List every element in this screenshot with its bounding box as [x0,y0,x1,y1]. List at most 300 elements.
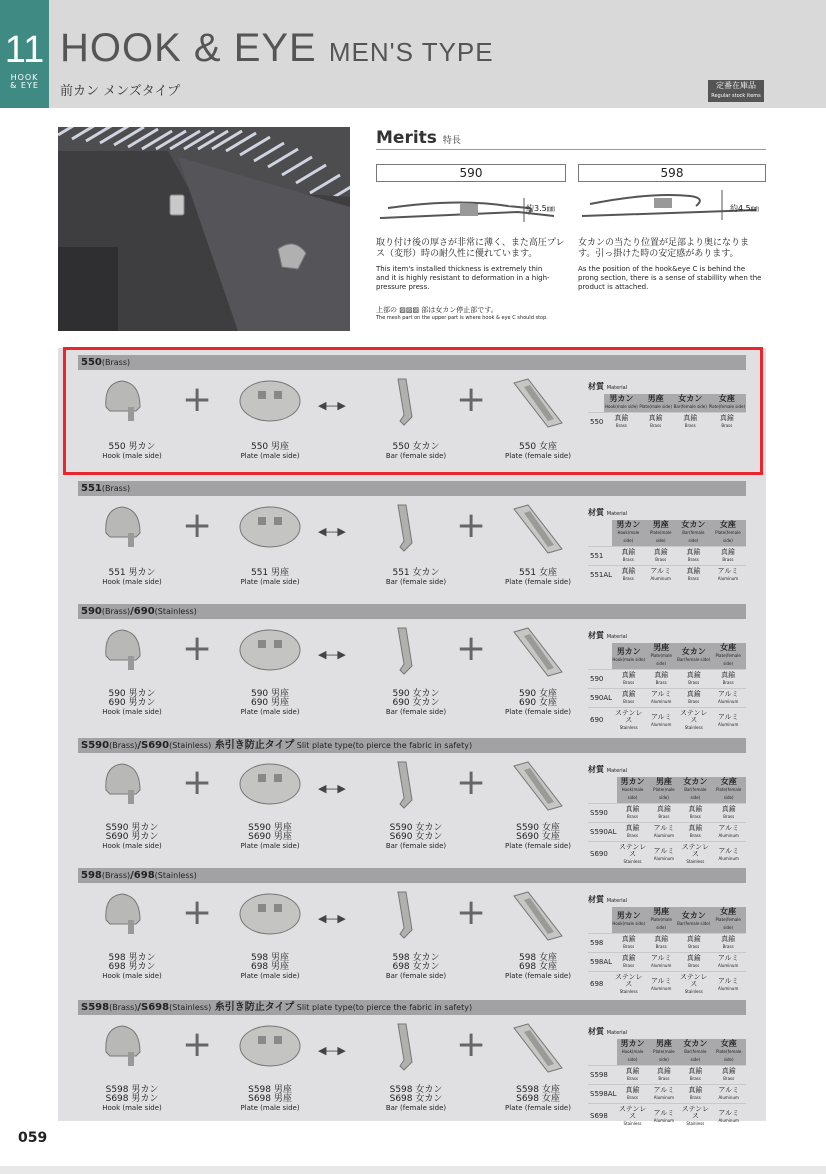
plus-icon: + [182,762,213,803]
part-name-en: Plate (male side) [240,578,300,586]
plate-label [220,1086,320,1113]
section-title-part: (Brass) [101,358,131,367]
plus-icon: + [456,1024,487,1065]
material-code: 551 [588,547,612,566]
section-title-part: (Stainless) [169,1003,212,1012]
material-col-header: 男カン Hook(male side) [612,643,645,670]
bar-label [366,824,466,851]
material-code: 598 [588,934,612,953]
material-cell: ステンレス Stainless [677,972,710,998]
material-row [588,972,746,998]
plus-icon: + [182,379,213,420]
material-col-header: 女座 Plate(female side) [708,394,746,413]
hook-label [82,954,182,981]
part-name: 550 男座 [250,442,290,452]
part-name: S590 男座 [248,823,292,833]
material-table [588,507,746,584]
section-title [78,604,746,619]
bar-label [366,954,466,981]
material-col-header: 女カン Bar(female side) [673,394,708,413]
material-cell: 真鍮 Brass [679,804,711,823]
section-title-part: (Brass) [101,607,131,616]
part-name: 690 男カン [108,698,156,708]
plate-part-icon [238,1022,302,1076]
page-title: HOOK & EYE MEN'S TYPE [60,26,494,70]
hook-part-icon [100,1022,164,1076]
section-title-part: (Brass) [101,871,131,880]
material-cell: アルミ Aluminum [710,689,746,708]
plate-part-icon [238,626,302,680]
section-title [78,481,746,496]
fplate-label [488,824,588,851]
material-code: S590AL [588,823,617,842]
material-table [588,1026,746,1129]
material-table [588,894,746,997]
part-name: S598 女カン [389,1085,443,1095]
material-row [588,1085,746,1104]
material-cell: アルミ Aluminum [649,842,680,868]
section-title-part: S590 [81,740,110,751]
part-name-en: Hook (male side) [102,972,162,980]
hook-label [82,1086,182,1113]
section-title-part: /690 [130,606,155,617]
section-title-part: Slit plate type(to pierce the fabric in safety) [294,1003,473,1012]
plate-part-icon [238,890,302,944]
part-name-en: Bar (female side) [385,452,447,460]
material-code: S590 [588,804,617,823]
material-col-header: 女座 Plate(female side) [710,643,746,670]
material-col-header: 男座 Plate(male side) [639,394,673,413]
part-name: 690 女カン [392,698,440,708]
material-cell: 真鍮 Brass [673,413,708,432]
hook-part-icon [100,626,164,680]
material-code: 590AL [588,689,612,708]
material-col-header: 女カン Bar(female side) [679,777,711,804]
material-cell: アルミ Aluminum [711,1104,746,1130]
part-name: 698 女カン [392,962,440,972]
chapter-number: 11 [4,29,45,71]
connect-arrow-icon: ◀----▶ [318,525,345,538]
material-cell: ステンレス Stainless [617,842,649,868]
part-name: 551 男座 [250,568,290,578]
merit-590-jp: 取り付け後の厚さが非常に薄く、また高圧プレス（変形）時の耐久性に優れています。 [376,238,565,259]
material-code: S598AL [588,1085,617,1104]
fplate-label [488,569,588,587]
part-name: S690 女座 [516,832,560,842]
part-name-en: Hook (male side) [102,842,162,850]
plus-icon: + [182,1024,213,1065]
section-title-part: /S690 [137,740,170,751]
stock-badge: 定番在庫品 Regular stock items [708,80,764,102]
section-title-part: 598 [81,870,102,881]
page-number: 059 [18,1130,48,1146]
material-cell: 真鍮 Brass [649,1066,680,1085]
merit-598-jp: 女カンの当たり位置が足部より奥になります。引っ掛けた時の安定感があります。 [578,238,750,259]
hook-part-icon [100,890,164,944]
material-cell: アルミ Aluminum [645,689,677,708]
material-cell: 真鍮 Brass [677,689,710,708]
plus-icon: + [456,892,487,933]
material-cell: ステンレス Stainless [677,708,710,734]
bar-part-icon [384,626,448,680]
section-title-part: (Brass) [109,1003,138,1012]
material-cell: 真鍮 Brass [710,934,746,953]
material-cell: 真鍮 Brass [679,823,711,842]
part-name: S698 男座 [248,1094,292,1104]
section-title-part: (Stainless) [154,607,197,616]
material-cell: アルミ Aluminum [710,972,746,998]
part-name-en: Plate (male side) [240,972,300,980]
material-row [588,804,746,823]
material-cell: 真鍮 Brass [604,413,638,432]
fplate-part-icon [506,1022,570,1076]
material-cell: 真鍮 Brass [710,547,746,566]
material-row [588,842,746,868]
part-name: 590 女カン [392,689,440,699]
section-title-part: /698 [130,870,155,881]
material-caption: 材質 Material [588,382,628,391]
material-cell: アルミ Aluminum [649,1085,680,1104]
part-name: S598 男座 [248,1085,292,1095]
hook-part-icon [100,760,164,814]
section-title [78,868,746,883]
part-name: S698 女座 [516,1094,560,1104]
part-name: 598 男カン [108,953,156,963]
plate-label [220,690,320,717]
plus-icon: + [456,628,487,669]
part-name: 551 男カン [108,568,156,578]
material-cell: アルミ Aluminum [645,566,677,585]
material-row [588,670,746,689]
bar-part-icon [384,760,448,814]
material-cell: ステンレス Stainless [612,708,645,734]
part-name-en: Bar (female side) [385,1104,447,1112]
material-caption: 材質 Material [588,508,628,517]
material-cell: 真鍮 Brass [679,1066,711,1085]
material-row [588,1066,746,1085]
page-bottom-strip [0,1166,826,1174]
material-code: 550 [588,413,604,432]
fplate-label [488,954,588,981]
material-cell: 真鍮 Brass [612,953,645,972]
part-name: 551 女カン [392,568,440,578]
part-name-en: Plate (male side) [240,708,300,716]
chapter-sub1: HOOK [10,73,39,82]
part-name: S690 男カン [105,832,159,842]
page-header [0,0,826,108]
material-col-header: 女座 Plate(female side) [710,907,746,934]
material-cell: ステンレス Stainless [679,1104,711,1130]
part-name-en: Plate (female side) [505,578,571,586]
material-code: S698 [588,1104,617,1130]
part-name: S690 女カン [389,832,443,842]
part-name: 550 女座 [518,442,558,452]
part-name: S590 男カン [105,823,159,833]
material-caption: 材質 Material [588,631,628,640]
plate-part-icon [238,760,302,814]
material-cell: 真鍮 Brass [612,934,645,953]
merit-598-en: As the position of the hook&eye C is behind the prong section, there is a sense of stabillity when the product is attached. [578,265,762,291]
material-cell: 真鍮 Brass [677,547,710,566]
part-name: 551 女座 [518,568,558,578]
material-row [588,547,746,566]
part-name-en: Hook (male side) [102,452,162,460]
material-code: 698 [588,972,612,998]
material-col-header: 男カン Hook(male side) [617,777,649,804]
hook-part-icon [100,503,164,557]
material-cell: 真鍮 Brass [617,804,649,823]
part-name: S590 女座 [516,823,560,833]
part-name: 690 男座 [250,698,290,708]
bar-part-icon [384,1022,448,1076]
material-row [588,823,746,842]
part-name: 690 女座 [518,698,558,708]
part-name: 698 女座 [518,962,558,972]
chapter-tab [0,0,49,108]
plus-icon: + [182,892,213,933]
material-cell: 真鍮 Brass [710,670,746,689]
section-title-part: (Brass) [101,484,131,493]
material-cell: 真鍮 Brass [677,670,710,689]
material-cell: 真鍮 Brass [679,1085,711,1104]
part-name-en: Hook (male side) [102,708,162,716]
section-title-part: (Brass) [109,741,138,750]
material-col-header: 男カン Hook(male side) [617,1039,649,1066]
material-row [588,566,746,585]
part-name-en: Plate (male side) [240,1104,300,1112]
part-name: 698 男座 [250,962,290,972]
plus-icon: + [456,762,487,803]
material-cell: 真鍮 Brass [645,547,677,566]
part-name-en: Bar (female side) [385,578,447,586]
page-subtitle: MEN'S TYPE [328,37,494,67]
plate-label [220,954,320,981]
material-col-header: 女カン Bar(female side) [677,643,710,670]
material-table [588,630,746,733]
material-cell: 真鍮 Brass [612,689,645,708]
part-name: S590 女カン [389,823,443,833]
part-name: S598 男カン [105,1085,159,1095]
part-name-en: Plate (female side) [505,1104,571,1112]
material-cell: 真鍮 Brass [711,804,746,823]
material-cell: 真鍮 Brass [708,413,746,432]
plus-icon: + [456,505,487,546]
material-cell: アルミ Aluminum [645,708,677,734]
plate-label [220,824,320,851]
material-cell: 真鍮 Brass [677,953,710,972]
material-col-header: 男座 Plate(male side) [645,907,677,934]
material-cell: 真鍮 Brass [645,934,677,953]
material-cell: 真鍮 Brass [612,547,645,566]
material-cell: 真鍮 Brass [677,566,710,585]
material-code: S690 [588,842,617,868]
bar-part-icon [384,890,448,944]
material-code: S598 [588,1066,617,1085]
material-col-header: 男座 Plate(male side) [645,643,677,670]
part-name-en: Plate (male side) [240,842,300,850]
part-name-en: Bar (female side) [385,708,447,716]
part-name: 598 男座 [250,953,290,963]
connect-arrow-icon: ◀----▶ [318,782,345,795]
part-name-en: Hook (male side) [102,578,162,586]
fplate-part-icon [506,760,570,814]
part-name-en: Bar (female side) [385,972,447,980]
bar-label [366,569,466,587]
part-name-en: Plate (male side) [240,452,300,460]
highlight-box [63,347,763,475]
material-row [588,689,746,708]
part-name: 698 男カン [108,962,156,972]
fplate-label [488,690,588,717]
part-name-en: Plate (female side) [505,452,571,460]
material-code: 598AL [588,953,612,972]
material-cell: アルミ Aluminum [710,708,746,734]
bar-label [366,1086,466,1113]
material-caption: 材質 Material [588,895,628,904]
fplate-part-icon [506,503,570,557]
material-code: 551AL [588,566,612,585]
part-name: 550 女カン [392,442,440,452]
material-code: 590 [588,670,612,689]
section-title-part: /S698 [137,1002,170,1013]
trousers-photo-illustration [58,127,350,331]
part-name: S598 女座 [516,1085,560,1095]
section-title-part: (Stainless) [154,871,197,880]
hook-label [82,824,182,851]
material-cell: アルミ Aluminum [711,1085,746,1104]
part-name: 590 男座 [250,689,290,699]
material-col-header: 男座 Plate(male side) [649,1039,680,1066]
material-cell: アルミ Aluminum [649,1104,680,1130]
part-name: 598 女座 [518,953,558,963]
part-name: 590 女座 [518,689,558,699]
merits-heading: Merits 特長 [376,128,461,148]
part-name-en: Bar (female side) [385,842,447,850]
part-name: 598 女カン [392,953,440,963]
material-code: 690 [588,708,612,734]
plate-label [220,569,320,587]
merit-590-en: This item's installed thickness is extremely thin and it is highly resistant to deformation in a high-pressure press. [376,265,550,291]
connect-arrow-icon: ◀----▶ [318,399,345,412]
plus-icon: + [182,505,213,546]
material-table [588,764,746,867]
product-photo [58,127,350,331]
part-name: 590 男カン [108,689,156,699]
material-cell: 真鍮 Brass [617,823,649,842]
part-name-en: Plate (female side) [505,708,571,716]
material-cell: 真鍮 Brass [645,670,677,689]
material-cell: 真鍮 Brass [612,566,645,585]
material-caption: 材質 Material [588,1027,628,1036]
part-name: S698 男カン [105,1094,159,1104]
page-title-jp: 前カン メンズタイプ [60,84,181,99]
section-title-part: 糸引き防止タイプ [211,740,295,751]
material-col-header: 女座 Plate(female side) [711,1039,746,1066]
mesh-note-jp: 上部の ▨▨▨ 部は女カン停止部です。 [376,306,498,314]
material-col-header: 男座 Plate(male side) [645,520,677,547]
material-cell: アルミ Aluminum [649,823,680,842]
material-cell: アルミ Aluminum [710,953,746,972]
section-title-part: 551 [81,483,102,494]
merit-590-label: 590 [376,164,566,182]
material-cell: 真鍮 Brass [677,934,710,953]
section-title [78,1000,746,1015]
material-caption: 材質 Material [588,765,628,774]
connect-arrow-icon: ◀----▶ [318,648,345,661]
material-cell: アルミ Aluminum [711,842,746,868]
merit-598-dim: 約4.5㎜ [730,204,759,213]
fplate-label [488,1086,588,1113]
material-cell: アルミ Aluminum [645,953,677,972]
material-col-header: 女カン Bar(female side) [679,1039,711,1066]
section-title-part: S598 [81,1002,110,1013]
section-title-part: 590 [81,606,102,617]
material-cell: アルミ Aluminum [645,972,677,998]
section-title-part: Slit plate type(to pierce the fabric in safety) [294,741,473,750]
bar-part-icon [384,503,448,557]
material-cell: ステンレス Stainless [617,1104,649,1130]
part-name-en: Plate (female side) [505,842,571,850]
section-title-part: 糸引き防止タイプ [211,1002,295,1013]
merits-divider [376,149,766,150]
material-col-header: 女カン Bar(female side) [677,520,710,547]
material-cell: ステンレス Stainless [612,972,645,998]
section-title [78,738,746,753]
material-cell: 真鍮 Brass [639,413,673,432]
merit-590-dim: 約3.5㎜ [526,204,555,213]
material-row [588,1104,746,1130]
material-cell: 真鍮 Brass [612,670,645,689]
part-name: S698 女カン [389,1094,443,1104]
plus-icon: + [182,628,213,669]
section-title-part: (Stainless) [169,741,212,750]
connect-arrow-icon: ◀----▶ [318,1044,345,1057]
material-row [588,953,746,972]
bar-label [366,690,466,717]
material-col-header: 男カン Hook(male side) [612,907,645,934]
merit-598-label: 598 [578,164,766,182]
mesh-note-en: The mesh part on the upper part is where hook & eye C should stop. [376,315,548,321]
fplate-part-icon [506,890,570,944]
hook-label [82,690,182,717]
material-cell: アルミ Aluminum [710,566,746,585]
material-cell: 真鍮 Brass [617,1066,649,1085]
section-title-part: 550 [81,357,102,368]
material-col-header: 男座 Plate(male side) [649,777,680,804]
plus-icon: + [456,379,487,420]
connect-arrow-icon: ◀----▶ [318,912,345,925]
part-name: S690 男座 [248,832,292,842]
material-cell: ステンレス Stainless [679,842,711,868]
fplate-part-icon [506,626,570,680]
material-cell: 真鍮 Brass [617,1085,649,1104]
plate-part-icon [238,503,302,557]
chapter-sub2: & EYE [10,81,39,90]
material-cell: 真鍮 Brass [711,1066,746,1085]
material-col-header: 男カン Hook(male side) [604,394,638,413]
material-cell: アルミ Aluminum [711,823,746,842]
part-name: 550 男カン [108,442,156,452]
material-col-header: 女カン Bar(female side) [677,907,710,934]
material-row [588,708,746,734]
part-name-en: Hook (male side) [102,1104,162,1112]
material-row [588,934,746,953]
material-col-header: 女座 Plate(female side) [710,520,746,547]
material-col-header: 女座 Plate(female side) [711,777,746,804]
hook-label [82,569,182,587]
part-name-en: Plate (female side) [505,972,571,980]
material-col-header: 男カン Hook(male side) [612,520,645,547]
